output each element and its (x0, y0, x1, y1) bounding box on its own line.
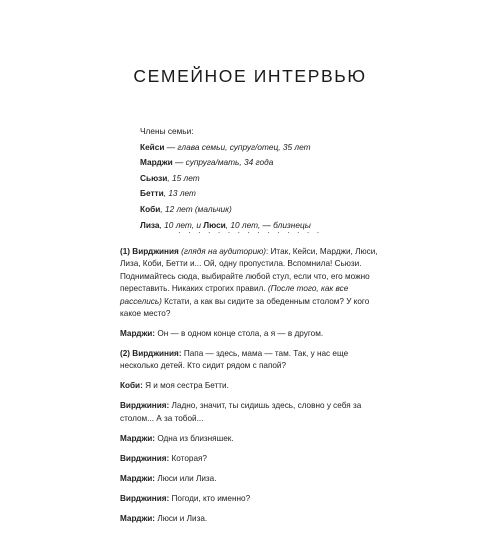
speaker-name: (1) Вирджиния (120, 247, 179, 256)
speaker-name: Марджи: (120, 513, 156, 523)
stage-direction: (После того, как все расселись) (120, 284, 349, 306)
member-entry (140, 140, 400, 156)
member-entry (140, 202, 400, 218)
member-name: Сьюзи (140, 172, 168, 183)
member-entry (140, 171, 400, 187)
speaker-name: Коби: (120, 381, 143, 391)
member-name: Лиза (140, 219, 160, 230)
speaker-name: Вирджиния: (120, 453, 170, 463)
line-text: Я и моя сестра Бетти. (142, 381, 229, 391)
line-text: Кстати, а как вы сидите за обеденным столом? У кого какое место? (120, 296, 370, 319)
line-text: Которая? (169, 453, 207, 463)
stage-direction: (глядя на аудиторию) (178, 247, 266, 256)
member-desc: — супруга/мать, 34 года (172, 157, 274, 168)
speaker-name: (2) Вирджиния: (120, 349, 182, 359)
line-text: Люси или Лиза. (155, 473, 217, 483)
speaker-name: Марджи: (120, 473, 156, 483)
member-desc: , 12 лет (мальчик) (160, 203, 232, 214)
speaker-name: Вирджиния: (120, 493, 170, 503)
member-name: Бетти (140, 188, 164, 199)
section-divider: · · · · · · · · · · · · · · · (178, 228, 322, 237)
speaker-name: Марджи: (120, 329, 156, 339)
member-name: Марджи (140, 157, 173, 168)
speaker-name: Марджи: (120, 433, 156, 443)
member-entry (140, 155, 400, 171)
line-text: Он — в одном конце стола, а я — в другом. (155, 329, 324, 339)
dialogue-line (120, 433, 382, 445)
line-text: Папа — здесь, мама — там. Так, у нас еще несколько детей. Кто сидит рядом с папой? (120, 349, 349, 371)
line-text: Ладно, значит, ты сидишь здесь, словно у себя за столом... А за тобой... (120, 401, 362, 423)
members-heading: Члены семьи: (140, 126, 194, 136)
dialogue-line (120, 380, 382, 392)
dialogue-line (120, 453, 382, 465)
member-name: Кейси (140, 141, 165, 152)
line-text: Одна из близняшек. (155, 433, 234, 443)
dialogue-line (120, 513, 382, 525)
line-text: Люси и Лиза. (155, 513, 208, 523)
member-name: Коби (140, 203, 161, 214)
dialogue-line (120, 246, 382, 320)
dialogue-line (120, 348, 382, 373)
dialogue-block (120, 246, 382, 533)
family-members-block (140, 124, 400, 233)
member-desc: , 15 лет (167, 172, 200, 183)
member-desc: , 10 лет, и (159, 219, 204, 230)
speaker-name: Вирджиния: (120, 401, 170, 411)
line-text: Погоди, кто именно? (169, 493, 251, 503)
line-text: : Итак, Кейси, Марджи, Люси, Лиза, Коби, Бетти и... Ой, одну пропустила. Вспомнила! Сьюзи. Поднимайтесь сюда, выбирайте любой стул, если что, его можно переставить. Никаких строгих правил. (120, 247, 378, 294)
dialogue-line (120, 400, 382, 425)
member-name: Люси (203, 219, 226, 230)
dialogue-line (120, 328, 382, 340)
dialogue-line (120, 473, 382, 485)
member-entry (140, 186, 400, 202)
member-desc: — глава семьи, супруг/отец, 35 лет (164, 141, 311, 152)
member-desc: , 13 лет (163, 188, 196, 199)
member-desc: , 10 лет, — близнецы (225, 219, 311, 230)
page-title: СЕМЕЙНОЕ ИНТЕРВЬЮ (133, 66, 367, 86)
dialogue-line (120, 493, 382, 505)
